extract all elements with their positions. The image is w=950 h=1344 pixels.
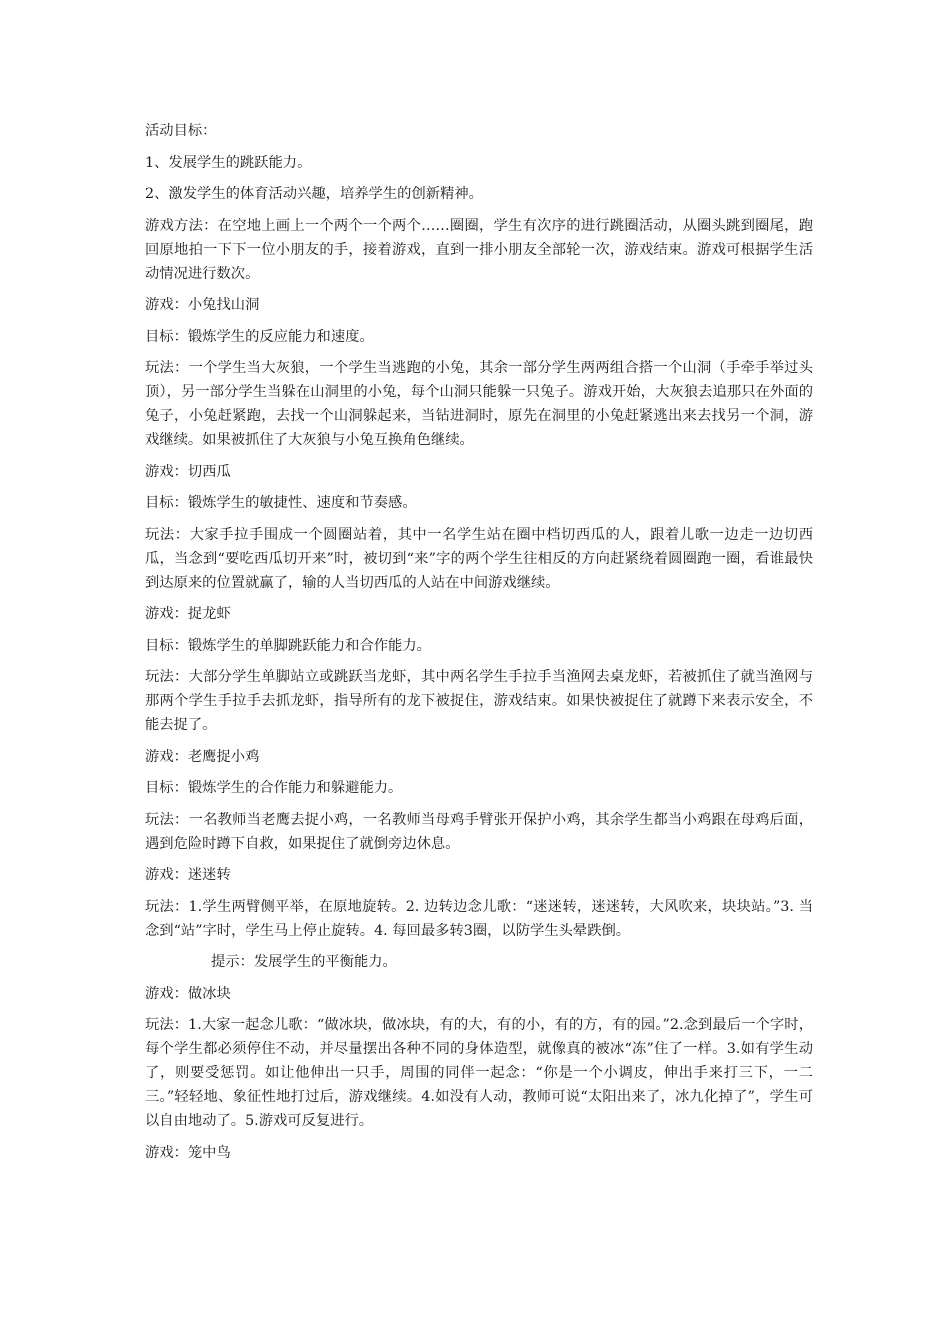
game-goal-cut-watermelon: 目标：锻炼学生的敏捷性、速度和节奏感。 xyxy=(145,495,417,511)
game-method-paragraph: 游戏方法：在空地上画上一个两个一个两个……圈圈，学生有次序的进行跳圈活动，从圈头跳到圈尾，跑回原地拍一下下一位小朋友的手，接着游戏，直到一排小朋友全部轮一次，游戏结束。游戏可根据学生活动情况进行数次。 xyxy=(145,217,813,282)
game-title-eagle-chick: 游戏：老鹰捉小鸡 xyxy=(145,748,260,765)
game-rules-cut-watermelon: 玩法：大家手拉手围成一个圆圈站着，其中一名学生站在圈中档切西瓜的人，跟着儿歌一边走一边切西瓜，当念到“要吃西瓜切开来”时，被切到“来”字的两个学生往相反的方向赶紧绕着圆圈跑一圈，看谁最快到达原来的位置就赢了，输的人当切西瓜的人站在中间游戏继续。 xyxy=(145,526,813,591)
game-title-catch-lobster: 游戏：捉龙虾 xyxy=(145,606,231,622)
game-rules-ice-block: 玩法：1.大家一起念儿歌：“做冰块，做冰块，有的大，有的小，有的方，有的园。”2.念到最后一个字时，每个学生都必须停住不动，并尽量摆出各种不同的身体造型，就像真的被冰“冻”住了一样。3.如有学生动了，则要受惩罚。如让他伸出一只手，周围的同伴一起念：“你是一个小调皮，伸出手来打三下，一二三。”轻轻地、象征性地打过后，游戏继续。4.如没有人动，教师可说“太阳出来了，冰九化掉了”，学生可以自由地动了。5.游戏可反复进行。 xyxy=(145,1017,813,1129)
game-title-spin: 游戏：迷迷转 xyxy=(145,867,231,883)
game-rules-catch-lobster: 玩法：大部分学生单脚站立或跳跃当龙虾，其中两名学生手拉手当渔网去桌龙虾，若被抓住了就当渔网与那两个学生手拉手去抓龙虾，指导所有的龙下被捉住，游戏结束。如果快被捉住了就蹲下来表示安全，不能去捉了。 xyxy=(145,669,813,733)
game-rules-eagle-chick: 玩法：一名教师当老鹰去捉小鸡，一名教师当母鸡手臂张开保护小鸡，其余学生都当小鸡跟在母鸡后面，遇到危险时蹲下自救，如果捉住了就倒旁边休息。 xyxy=(145,811,813,852)
game-goal-eagle-chick: 目标：锻炼学生的合作能力和躲避能力。 xyxy=(145,780,403,796)
game-title-rabbit-cave: 游戏：小兔找山洞 xyxy=(145,297,260,313)
game-title-ice-block: 游戏：做冰块 xyxy=(145,985,231,1002)
document-body xyxy=(145,119,813,1172)
game-rules-rabbit-cave: 玩法：一个学生当大灰狼，一个学生当逃跑的小兔，其余一部分学生两两组合搭一个山洞（手牵手举过头顶），另一部分学生当躲在山洞里的小兔，每个山洞只能躲一只兔子。游戏开始，大灰狼去追那只在外面的兔子，小兔赶紧跑，去找一个山洞躲起来，当钻进洞时，原先在洞里的小兔赶紧逃出来去找另一个洞，游戏继续。如果被抓住了大灰狼与小兔互换角色继续。 xyxy=(145,360,813,448)
game-goal-rabbit-cave: 目标：锻炼学生的反应能力和速度。 xyxy=(145,328,374,345)
heading-activity-goals: 活动目标： xyxy=(145,123,217,139)
goal-item-1: 1、发展学生的跳跃能力。 xyxy=(145,154,312,171)
game-title-caged-bird: 游戏：笼中鸟 xyxy=(145,1144,231,1161)
game-goal-catch-lobster: 目标：锻炼学生的单脚跳跃能力和合作能力。 xyxy=(145,637,431,654)
game-rules-spin: 玩法：1.学生两臂侧平举，在原地旋转。2. 边转边念儿歌：“迷迷转，迷迷转，大风吹来，块块站。”3. 当念到“站”字时，学生马上停止旋转。4. 每回最多转3圈，以防学生头晕跌倒。 xyxy=(145,898,813,939)
game-tip-spin: 提示：发展学生的平衡能力。 xyxy=(211,954,397,970)
game-title-cut-watermelon: 游戏：切西瓜 xyxy=(145,463,231,480)
goal-item-2: 2、激发学生的体育活动兴趣，培养学生的创新精神。 xyxy=(145,186,483,202)
